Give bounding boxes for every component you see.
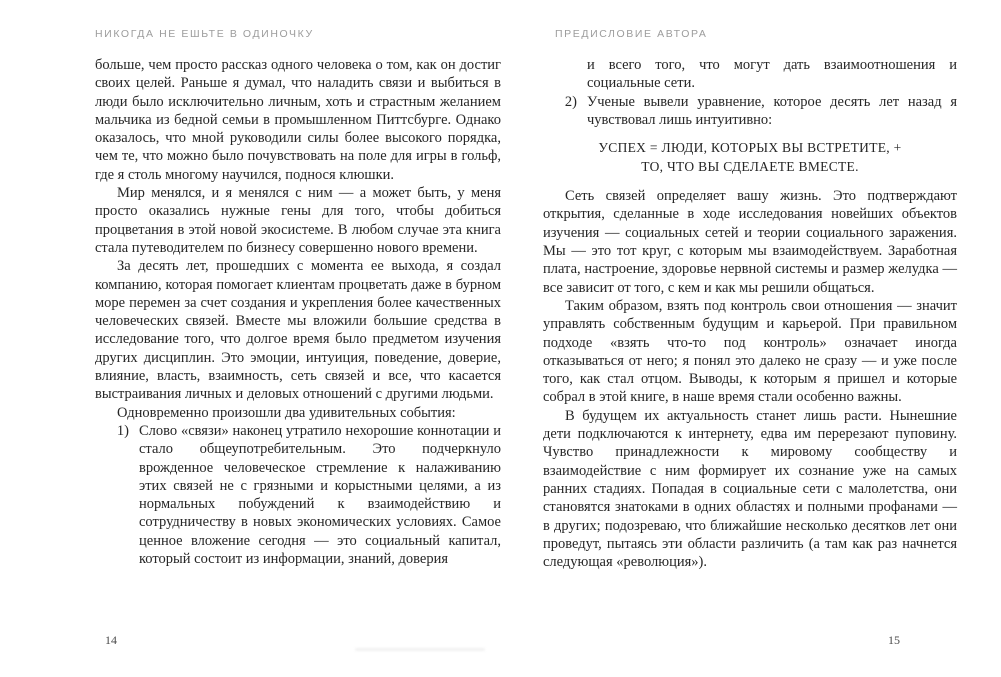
paragraph: За десять лет, прошедших с момента ее выхода, я создал компанию, которая помогает клиентам процветать даже в бурном море перемен за счет создания и укрепления более качественных человеческих связей. Вместе мы вложили большие средства в исследование того, что долгое время было предметом изучения других дисциплин. Это эмоции, интуиция, поведение, доверие, влияние, власть, взаимность, сеть связей и все, что касается выстраивания личных и деловых отношений с другими людьми.: [95, 258, 501, 403]
left-page-text-block: [95, 56, 501, 568]
list-item-continuation: и всего того, что могут дать взаимоотношения и социальные сети.: [587, 57, 957, 92]
page-edge-shadow: [355, 648, 485, 651]
equation-line-2: ТО, ЧТО ВЫ СДЕЛАЕТЕ ВМЕСТЕ.: [641, 158, 859, 174]
equation-line-1: УСПЕХ = ЛЮДИ, КОТОРЫХ ВЫ ВСТРЕТИТЕ, +: [598, 140, 902, 156]
running-head-right: ПРЕДИСЛОВИЕ АВТОРА: [555, 28, 708, 40]
paragraph: больше, чем просто рассказ одного человека о том, как он достиг своих целей. Раньше я думал, что наладить связи и выбиться в люди было исключительно личным, хоть и страстным желанием мальчика из бедной семьи в промышленном Питтсбурге. Однако оказалось, что мной руководили силы более высокого порядка, чем те, что можно было почувствовать на поле для игры в гольф, где я столь многому научился, поднося клюшки.: [95, 57, 501, 183]
right-page: [543, 0, 957, 677]
success-equation: [543, 139, 957, 176]
paragraph: Мир менялся, и я менялся с ним — а может быть, у меня просто оказались нужные гены для того, чтобы добиться процветания в этой новой экосистеме. В любом случае эта книга стала путеводителем по бизнесу совершенно нового времени.: [95, 185, 501, 256]
paragraph: В будущем их актуальность станет лишь расти. Нынешние дети подключаются к интернету, едва им перерезают пуповину. Чувство принадлежности к мировому сообществу и взаимодействие с ним формирует их сознание уже на самых ранних стадиях. Попадая в социальные сети с малолетства, они становятся знатоками в одних областях и полными профанами — в других; подозреваю, что ближайшие несколько десятков лет они проведут, пытаясь эти области различить (а там как раз начнется следующая «революция»).: [543, 407, 957, 571]
paragraph: Таким образом, взять под контроль свои отношения — значит управлять собственным будущим и карьерой. При правильном подходе «взять что-то под контроль» означает иногда отказываться от него; я понял это далеко не сразу — и уже после того, как стал отцом. Выводы, к которым я пришел и которые собрал в этой книге, в наше время стали особенно важны.: [543, 297, 957, 406]
list-item: [543, 93, 957, 130]
list-item: [95, 422, 501, 568]
page-number-left: 14: [105, 633, 117, 647]
list-item-number: 2): [564, 93, 577, 110]
list-item-number: 1): [116, 422, 129, 439]
list-item-text: Слово «связи» наконец утратило нехорошие коннотации и стало общеупотребительным. Это подчеркнуло врожденное человеческое стремление к налаживанию этих связей не с грязными и корыстными целями, а из нормальных побуждений к взаимодействию и сотрудничеству в новых экономических условиях. Самое ценное вложение сегодня — это социальный капитал, который состоит из информации, знаний, доверия: [139, 422, 501, 568]
list-item-text: Ученые вывели уравнение, которое десять лет назад я чувствовал лишь интуитивно:: [587, 93, 957, 128]
left-page: [95, 0, 501, 677]
page-number-right: 15: [888, 633, 900, 647]
right-page-text-block: [543, 56, 957, 571]
running-head-left: НИКОГДА НЕ ЕШЬТЕ В ОДИНОЧКУ: [95, 28, 314, 40]
paragraph: Сеть связей определяет вашу жизнь. Это подтверждают открытия, сделанные в ходе исследования новейших объектов изучения — социальных сетей и теории социального заражения. Мы — это тот круг, с которым мы взаимодействуем. Заработная плата, настроение, здоровье нервной системы и размер желудка — все зависит от того, с кем и как мы решили общаться.: [543, 188, 957, 296]
paragraph: Одновременно произошли два удивительных события:: [117, 404, 456, 421]
